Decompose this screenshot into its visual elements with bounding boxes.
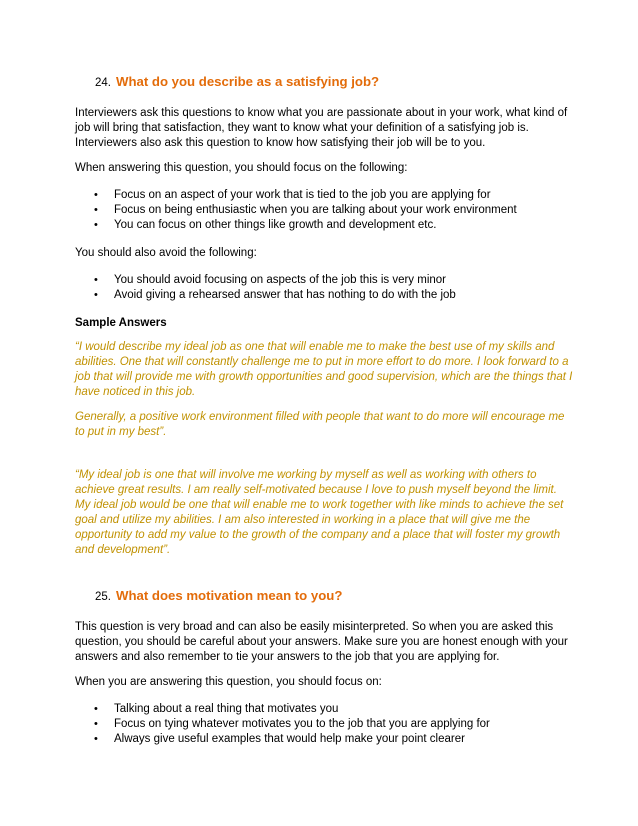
question-24-heading <box>95 74 575 89</box>
question-25-focus-list <box>75 702 575 747</box>
sample-answer-2: Generally, a positive work environment filled with people that want to do more will encourage me to put in my best”. <box>75 411 565 438</box>
list-item: • Talking about a real thing that motivates you <box>94 703 339 715</box>
sample-answer-1: “I would describe my ideal job as one that will enable me to make the best use of my skills and abilities. One that will constantly challenge me to put in more effort to do more. I look forward to a job that will provide me with growth opportunities and good supervision, which are the things that I have noticed in this job. <box>75 341 573 398</box>
question-title: What does motivation mean to you? <box>116 588 343 603</box>
list-item: • Always give useful examples that would help make your point clearer <box>94 733 465 745</box>
bullet-icon: • <box>94 204 98 216</box>
question-25-intro: This question is very broad and can also be easily misinterpreted. So when you are asked this question, you should be careful about your answers. Make sure you are honest enough with your answers and also remember to tie your answers to the job that you are applying for. <box>75 621 568 663</box>
bullet-icon: • <box>94 274 98 286</box>
list-item: • Avoid giving a rehearsed answer that has nothing to do with the job <box>94 289 456 301</box>
list-item: • Focus on an aspect of your work that is tied to the job you are applying for <box>94 189 491 201</box>
question-24-intro: Interviewers ask this questions to know what you are passionate about in your work, what kind of job will bring that satisfaction, they want to know what your definition of a satisfying job is. Interviewers also ask this question to know how satisfying their job will be to you. <box>75 107 568 149</box>
sample-answers-heading: Sample Answers <box>75 317 167 329</box>
list-item: • You can focus on other things like growth and development etc. <box>94 219 437 231</box>
question-title: What do you describe as a satisfying job? <box>116 74 380 89</box>
list-item: • You should avoid focusing on aspects of the job this is very minor <box>94 274 446 286</box>
sample-answer-3: “My ideal job is one that will involve me working by myself as well as working with others to achieve great results. I am really self-motivated because I love to push myself beyond the limit. My ideal job would be one that will enable me to work together with like minds to achieve the set goal and utilize my abilities. I am also interested in working in a place that will give me the opportunity to add my value to the growth of the company and a place that will foster my growth and development”. <box>75 469 564 556</box>
bullet-icon: • <box>94 703 98 715</box>
question-number: 25. <box>95 591 111 603</box>
bullet-icon: • <box>94 219 98 231</box>
question-25-heading <box>95 588 575 603</box>
bullet-icon: • <box>94 189 98 201</box>
bullet-icon: • <box>94 289 98 301</box>
list-item: • Focus on tying whatever motivates you to the job that you are applying for <box>94 718 490 730</box>
question-24-focus-lead: When answering this question, you should focus on the following: <box>75 162 408 174</box>
document-page <box>75 74 575 760</box>
question-24-avoid-lead: You should also avoid the following: <box>75 247 257 259</box>
bullet-icon: • <box>94 718 98 730</box>
question-24-avoid-list <box>75 273 575 303</box>
question-24-focus-list <box>75 188 575 233</box>
question-25-focus-lead: When you are answering this question, you should focus on: <box>75 676 382 688</box>
question-number: 24. <box>95 77 111 89</box>
list-item: • Focus on being enthusiastic when you are talking about your work environment <box>94 204 517 216</box>
bullet-icon: • <box>94 733 98 745</box>
